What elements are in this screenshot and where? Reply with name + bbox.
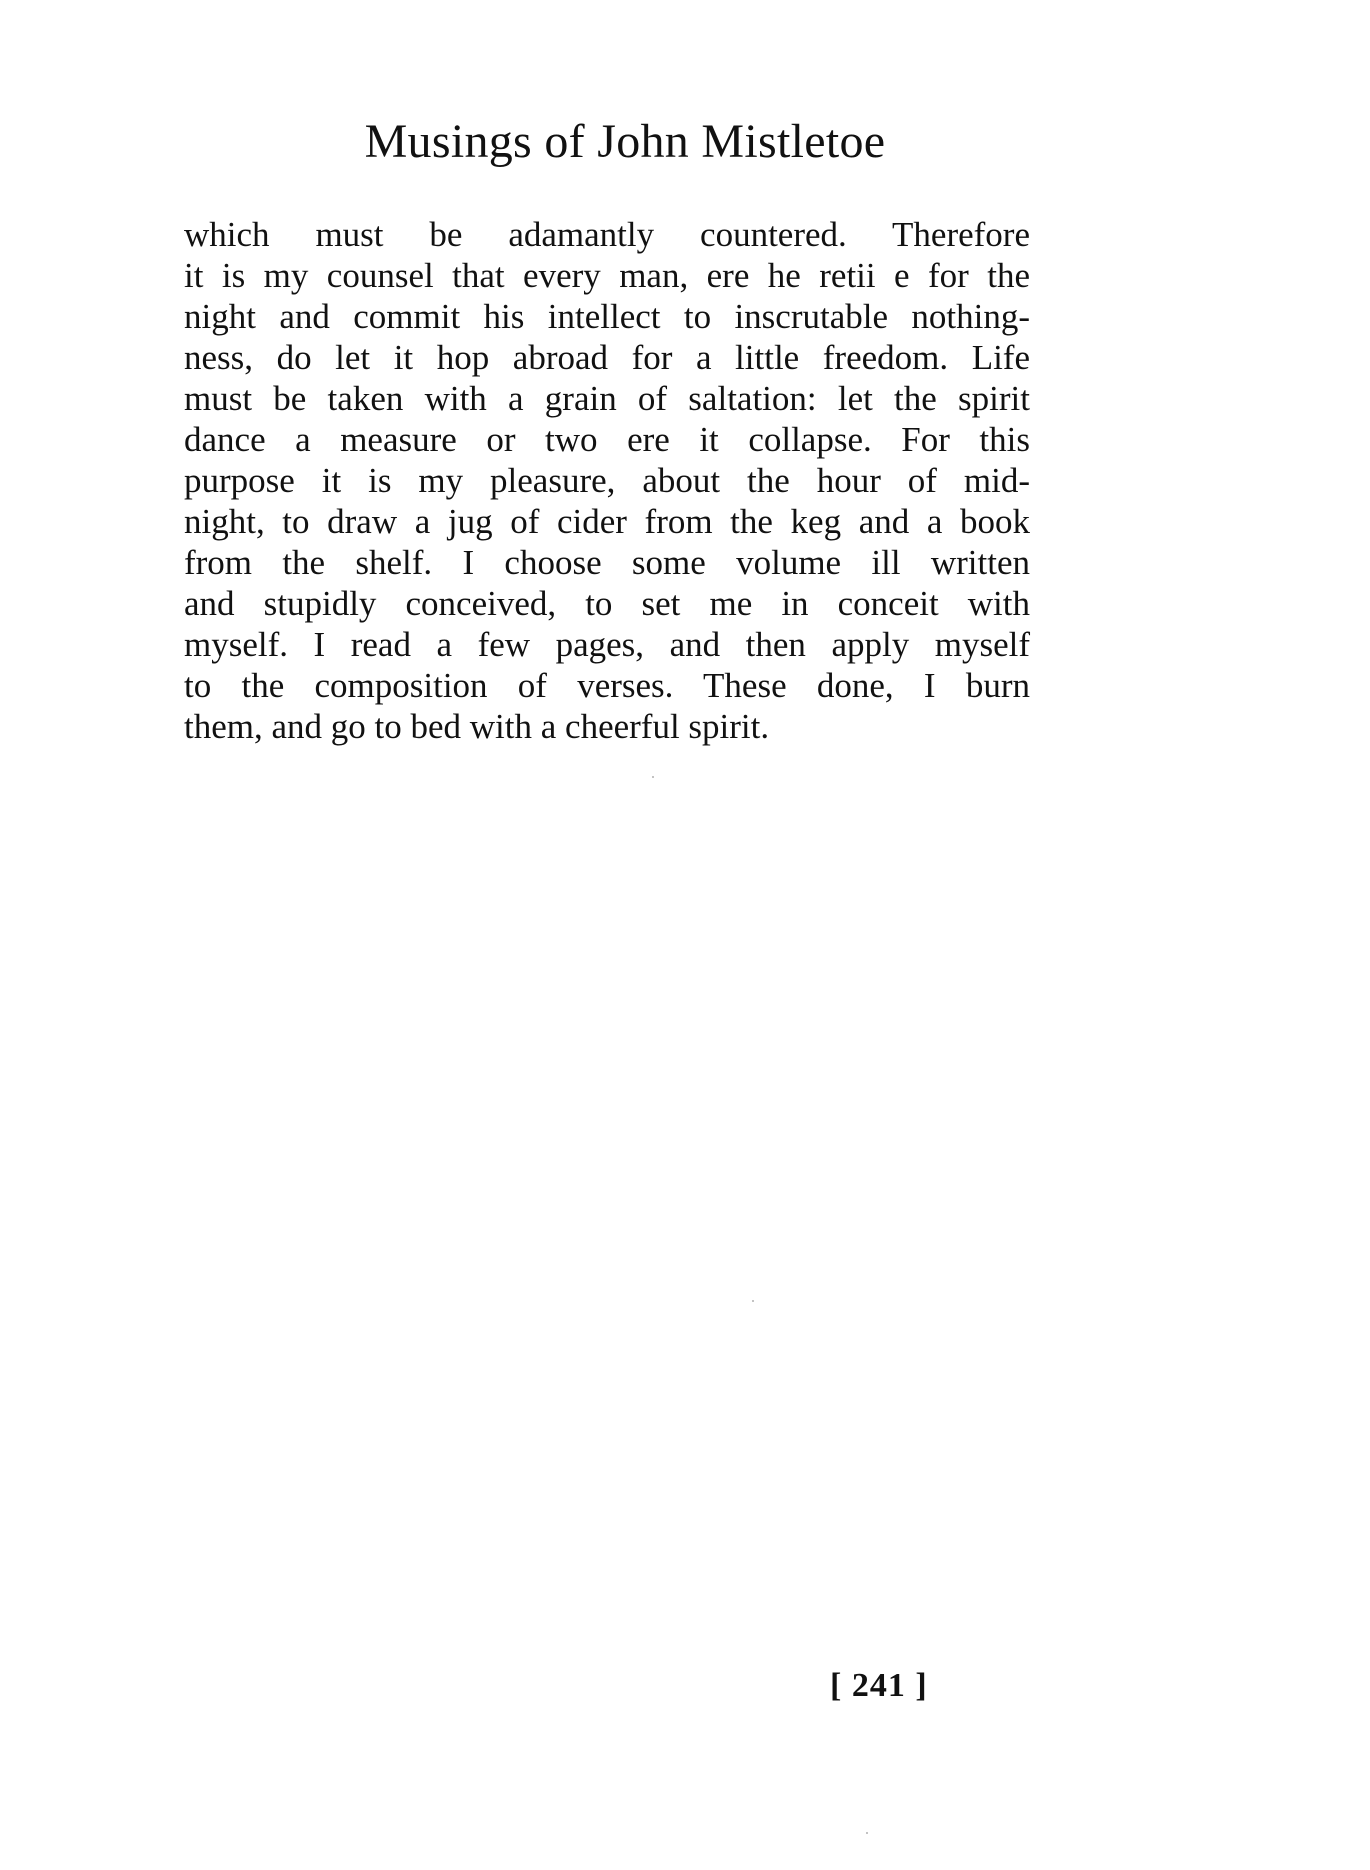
text-line: dance a measure or two ere it collapse. For this (184, 420, 1030, 459)
text-line: to the composition of verses. These done, I burn (184, 666, 1030, 705)
body-paragraph (184, 214, 1030, 747)
running-head: Musings of John Mistletoe (364, 115, 886, 168)
text-line: and stupidly conceived, to set me in conceit with (184, 584, 1030, 623)
text-line: ness, do let it hop abroad for a little freedom. Life (184, 338, 1030, 377)
scan-speck (652, 776, 654, 778)
text-line: it is my counsel that every man, ere he retii e for the (184, 256, 1030, 295)
page-number: [ 241 ] (830, 1667, 928, 1704)
text-line: from the shelf. I choose some volume ill written (184, 543, 1030, 582)
text-line: night and commit his intellect to inscrutable nothing- (184, 297, 1030, 336)
text-line: which must be adamantly countered. Therefore (184, 215, 1030, 254)
text-line: must be taken with a grain of saltation: let the spirit (184, 379, 1030, 418)
text-line: them, and go to bed with a cheerful spirit. (184, 707, 770, 746)
scan-speck (752, 1300, 754, 1302)
text-line: purpose it is my pleasure, about the hour of mid- (184, 461, 1030, 500)
text-line: myself. I read a few pages, and then apply myself (184, 625, 1030, 664)
text-line: night, to draw a jug of cider from the keg and a book (184, 502, 1030, 541)
scan-speck (866, 1832, 868, 1834)
